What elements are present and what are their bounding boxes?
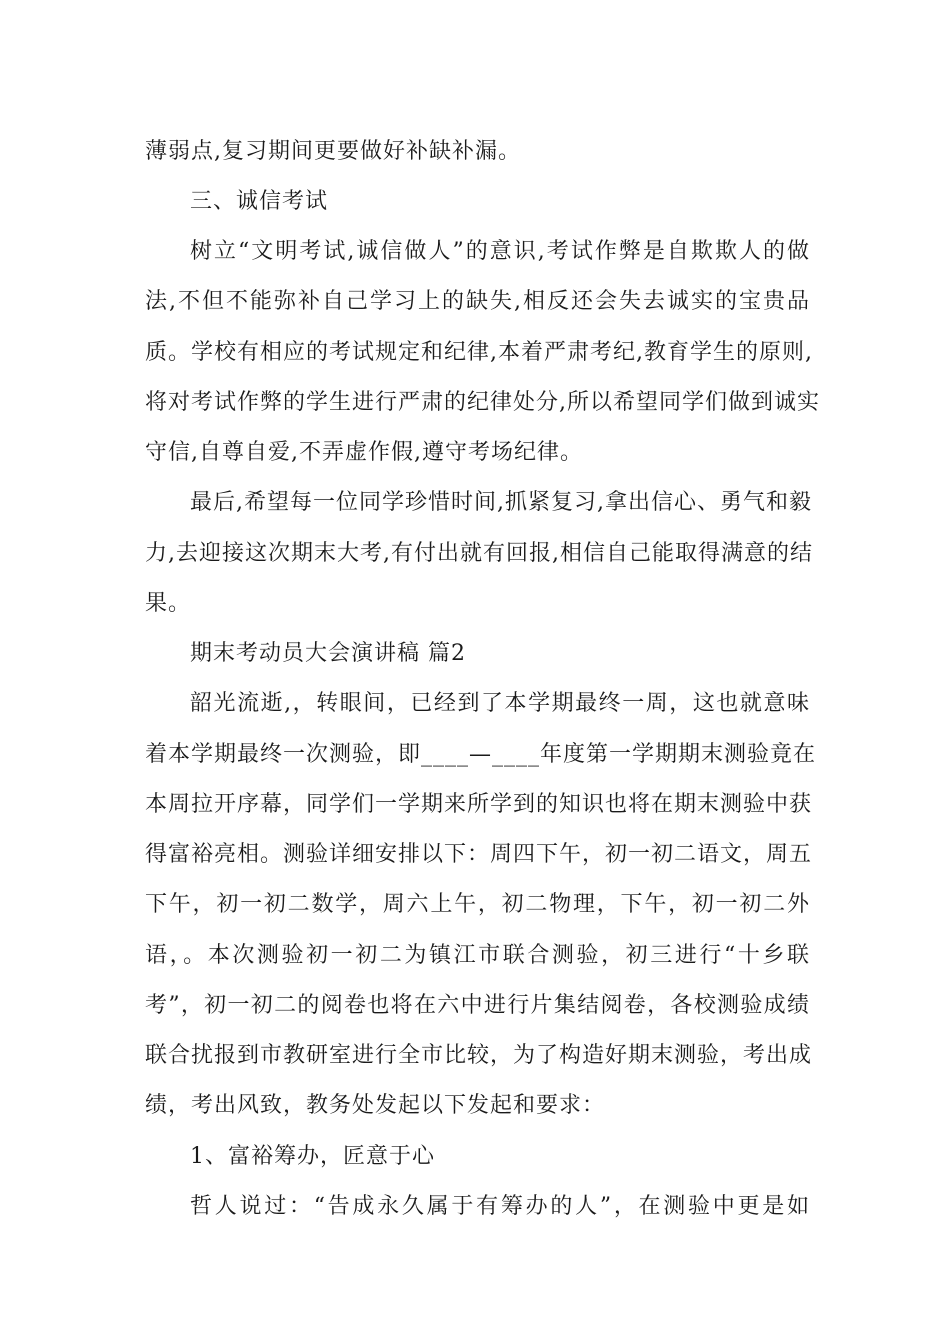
paragraph-line: 薄弱点,复习期间更要做好补缺补漏。 xyxy=(145,139,521,164)
paragraph-line: 树立“文明考试,诚信做人”的意识,考试作弊是自欺欺人的做 xyxy=(190,239,810,264)
paragraph-line: 考”，初一初二的阅卷也将在六中进行片集结阅卷，各校测验成绩 xyxy=(145,993,810,1018)
section-heading: 三、诚信考试 xyxy=(190,189,329,214)
paragraph-line: 果。 xyxy=(145,591,192,616)
paragraph-line: 联合扰报到市教研室进行全市比较，为了构造好期末测验，考出成 xyxy=(145,1043,813,1068)
paragraph-line: 韶光流逝,，转眼间，已经到了本学期最终一周，这也就意味 xyxy=(190,691,810,716)
section-title: 期末考动员大会演讲稿 篇2 xyxy=(190,641,466,666)
paragraph-line: 质。学校有相应的考试规定和纪律,本着严肃考纪,教育学生的原则, xyxy=(145,340,813,365)
paragraph-line: 得富裕亮相。测验详细安排以下：周四下午，初一初二语文，周五 xyxy=(145,842,813,867)
paragraph-line: 本周拉开序幕，同学们一学期来所学到的知识也将在期末测验中获 xyxy=(145,792,813,817)
subsection-heading: 1、富裕筹办，匠意于心 xyxy=(190,1144,435,1169)
paragraph-line: 绩，考出风致，教务处发起以下发起和要求： xyxy=(145,1093,606,1118)
paragraph-line: 着本学期最终一次测验，即____—____年度第一学期期末测验竟在 xyxy=(145,742,817,767)
paragraph-line: 下午，初一初二数学，周六上午，初二物理，下午，初一初二外 xyxy=(145,892,810,917)
paragraph-line: 守信,自尊自爱,不弄虚作假,遵守考场纪律。 xyxy=(145,440,583,465)
paragraph-line: 力,去迎接这次期末大考,有付出就有回报,相信自己能取得满意的结 xyxy=(145,541,813,566)
paragraph-line: 语，。本次测验初一初二为镇江市联合测验，初三进行“十乡联 xyxy=(145,943,810,968)
paragraph-line: 哲人说过：“告成永久属于有筹办的人”，在测验中更是如 xyxy=(190,1194,810,1219)
paragraph-line: 将对考试作弊的学生进行严肃的纪律处分,所以希望同学们做到诚实 xyxy=(145,390,820,415)
paragraph-line: 最后,希望每一位同学珍惜时间,抓紧复习,拿出信心、勇气和毅 xyxy=(190,490,812,515)
paragraph-line: 法,不但不能弥补自己学习上的缺失,相反还会失去诚实的宝贵品 xyxy=(145,289,810,314)
